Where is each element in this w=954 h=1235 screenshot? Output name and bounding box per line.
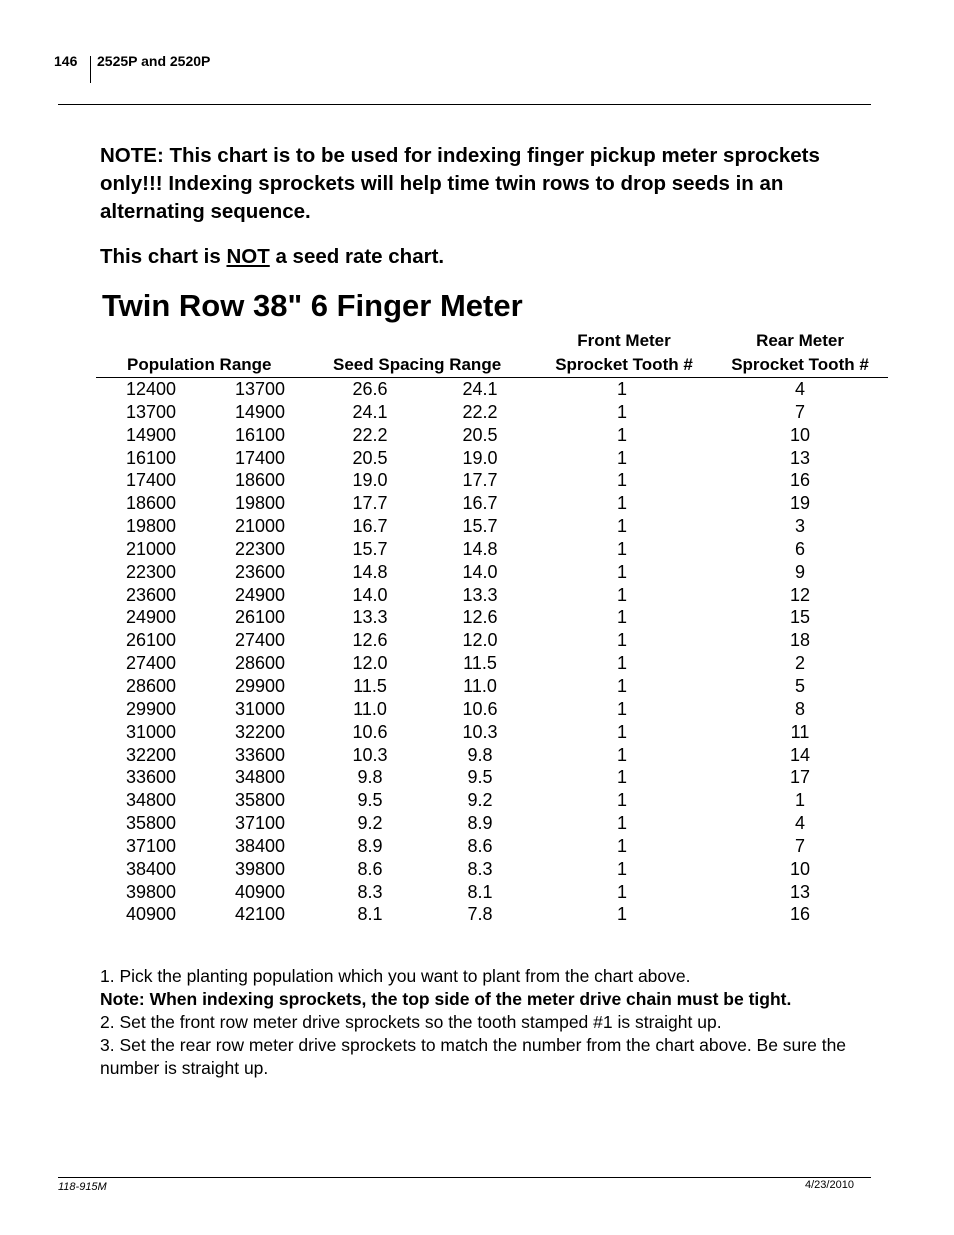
population-max-cell: 21000 <box>235 516 286 537</box>
header-seed-spacing-range: Seed Spacing Range <box>333 355 502 374</box>
header-separator <box>90 56 91 83</box>
population-min-cell: 14900 <box>126 424 177 445</box>
table-row <box>0 515 954 538</box>
population-max-cell: 18600 <box>235 470 286 491</box>
front-sprocket-tooth-cell: 1 <box>616 767 627 788</box>
population-min-cell: 40900 <box>126 904 177 925</box>
header-front-meter: Front Meter <box>577 331 671 350</box>
rear-sprocket-tooth-cell: 13 <box>789 447 811 468</box>
rear-sprocket-tooth-cell: 10 <box>789 424 811 445</box>
seed-spacing-max-cell: 17.7 <box>352 493 388 514</box>
rear-sprocket-tooth-cell: 1 <box>794 790 805 811</box>
population-min-cell: 32200 <box>126 744 177 765</box>
population-max-cell: 28600 <box>235 653 286 674</box>
population-max-cell: 22300 <box>235 538 286 559</box>
table-row <box>0 652 954 675</box>
seed-spacing-min-cell: 9.2 <box>467 790 493 811</box>
population-max-cell: 33600 <box>235 744 286 765</box>
front-sprocket-tooth-cell: 1 <box>616 538 627 559</box>
population-min-cell: 27400 <box>126 653 177 674</box>
population-min-cell: 39800 <box>126 881 177 902</box>
front-sprocket-tooth-cell: 1 <box>616 424 627 445</box>
rear-sprocket-tooth-cell: 7 <box>794 835 805 856</box>
seed-spacing-max-cell: 11.0 <box>353 698 387 719</box>
rear-sprocket-tooth-cell: 18 <box>789 630 811 651</box>
seed-spacing-max-cell: 12.6 <box>352 630 388 651</box>
population-min-cell: 17400 <box>126 470 177 491</box>
front-sprocket-tooth-cell: 1 <box>616 813 627 834</box>
table-row <box>0 881 954 904</box>
seed-spacing-max-cell: 8.9 <box>357 835 383 856</box>
instruction-note: Note: When indexing sprockets, the top side of the meter drive chain must be tight. <box>100 989 792 1009</box>
front-sprocket-tooth-cell: 1 <box>616 653 627 674</box>
population-min-cell: 33600 <box>126 767 177 788</box>
seed-spacing-min-cell: 11.5 <box>463 653 497 674</box>
population-max-cell: 16100 <box>235 424 286 445</box>
seed-spacing-max-cell: 14.0 <box>352 584 388 605</box>
footer-doc-number: 118-915M <box>58 1181 107 1193</box>
table-body <box>0 378 954 926</box>
table-row <box>0 584 954 607</box>
front-sprocket-tooth-cell: 1 <box>616 881 627 902</box>
population-max-cell: 40900 <box>235 881 286 902</box>
note-text: NOTE: This chart is to be used for indexing finger pickup meter sprockets only!!! Indexing sprockets will help time twin rows to drop seeds in an alternating sequence. <box>100 144 820 223</box>
front-sprocket-tooth-cell: 1 <box>616 493 627 514</box>
table-row <box>0 401 954 424</box>
population-min-cell: 19800 <box>126 516 177 537</box>
seed-spacing-max-cell: 11.5 <box>353 675 387 696</box>
front-sprocket-tooth-cell: 1 <box>616 790 627 811</box>
population-min-cell: 35800 <box>126 813 177 834</box>
rear-sprocket-tooth-cell: 9 <box>794 561 805 582</box>
table-row <box>0 789 954 812</box>
front-sprocket-tooth-cell: 1 <box>616 835 627 856</box>
table-row <box>0 812 954 835</box>
table-row <box>0 424 954 447</box>
not-rate-notice <box>100 243 444 271</box>
rear-sprocket-tooth-cell: 12 <box>789 584 811 605</box>
not-rate-emphasis: NOT <box>226 245 270 268</box>
table-row <box>0 858 954 881</box>
seed-spacing-max-cell: 14.8 <box>352 561 388 582</box>
seed-spacing-min-cell: 8.6 <box>467 835 493 856</box>
population-max-cell: 39800 <box>235 858 286 879</box>
table-row <box>0 903 954 926</box>
seed-spacing-max-cell: 9.5 <box>357 790 383 811</box>
seed-spacing-min-cell: 9.5 <box>467 767 493 788</box>
table-row <box>0 766 954 789</box>
rear-sprocket-tooth-cell: 17 <box>789 767 811 788</box>
seed-spacing-max-cell: 15.7 <box>352 538 388 559</box>
seed-spacing-min-cell: 16.7 <box>462 493 498 514</box>
seed-spacing-min-cell: 19.0 <box>462 447 498 468</box>
rear-sprocket-tooth-cell: 3 <box>794 516 805 537</box>
instruction-step-2: 2. Set the front row meter drive sprockets so the tooth stamped #1 is straight up. <box>100 1012 722 1032</box>
seed-spacing-max-cell: 26.6 <box>352 379 388 399</box>
seed-spacing-max-cell: 9.2 <box>357 813 383 834</box>
rear-sprocket-tooth-cell: 16 <box>789 470 811 491</box>
rear-sprocket-tooth-cell: 5 <box>794 675 805 696</box>
rear-sprocket-tooth-cell: 2 <box>794 653 805 674</box>
population-min-cell: 26100 <box>126 630 177 651</box>
population-max-cell: 29900 <box>235 675 286 696</box>
seed-spacing-min-cell: 8.3 <box>467 858 493 879</box>
seed-spacing-min-cell: 12.6 <box>462 607 498 628</box>
rear-sprocket-tooth-cell: 4 <box>794 813 805 834</box>
seed-spacing-min-cell: 11.0 <box>463 675 497 696</box>
footer-rule <box>58 1177 871 1178</box>
instruction-step-1: 1. Pick the planting population which you want to plant from the chart above. <box>100 966 691 986</box>
rear-sprocket-tooth-cell: 8 <box>794 698 805 719</box>
rear-sprocket-tooth-cell: 7 <box>794 401 805 422</box>
header-rule <box>58 104 871 105</box>
rear-sprocket-tooth-cell: 19 <box>789 493 811 514</box>
population-min-cell: 38400 <box>126 858 177 879</box>
population-min-cell: 22300 <box>126 561 177 582</box>
population-max-cell: 37100 <box>235 813 286 834</box>
population-min-cell: 21000 <box>126 538 177 559</box>
front-sprocket-tooth-cell: 1 <box>616 516 627 537</box>
seed-spacing-min-cell: 8.9 <box>467 813 493 834</box>
not-rate-prefix: This chart is <box>100 245 227 268</box>
population-min-cell: 13700 <box>126 401 177 422</box>
seed-spacing-max-cell: 12.0 <box>352 653 388 674</box>
population-min-cell: 24900 <box>126 607 177 628</box>
header-front-sprocket-tooth: Sprocket Tooth # <box>555 355 693 374</box>
header-population-range: Population Range <box>127 355 272 374</box>
seed-spacing-max-cell: 10.6 <box>352 721 388 742</box>
seed-spacing-max-cell: 8.6 <box>357 858 383 879</box>
front-sprocket-tooth-cell: 1 <box>616 675 627 696</box>
population-max-cell: 26100 <box>235 607 286 628</box>
seed-spacing-max-cell: 8.1 <box>357 904 383 925</box>
table-row <box>0 538 954 561</box>
population-max-cell: 32200 <box>235 721 286 742</box>
population-max-cell: 19800 <box>235 493 286 514</box>
front-sprocket-tooth-cell: 1 <box>616 401 627 422</box>
table-row <box>0 744 954 767</box>
instructions <box>100 965 860 1080</box>
table-row <box>0 378 954 401</box>
seed-spacing-min-cell: 8.1 <box>467 881 493 902</box>
page-number: 146 <box>54 53 78 69</box>
seed-spacing-min-cell: 17.7 <box>462 470 498 491</box>
population-max-cell: 35800 <box>235 790 286 811</box>
front-sprocket-tooth-cell: 1 <box>616 744 627 765</box>
front-sprocket-tooth-cell: 1 <box>616 607 627 628</box>
population-min-cell: 18600 <box>126 493 177 514</box>
rear-sprocket-tooth-cell: 16 <box>789 904 811 925</box>
population-min-cell: 37100 <box>126 835 177 856</box>
seed-spacing-min-cell: 10.6 <box>462 698 498 719</box>
header-rear-sprocket-tooth: Sprocket Tooth # <box>731 355 869 374</box>
rear-sprocket-tooth-cell: 13 <box>789 881 811 902</box>
rear-sprocket-tooth-cell: 11 <box>790 721 810 742</box>
table-row <box>0 447 954 470</box>
table-row <box>0 675 954 698</box>
population-max-cell: 23600 <box>235 561 286 582</box>
seed-spacing-min-cell: 10.3 <box>462 721 498 742</box>
seed-spacing-max-cell: 16.7 <box>352 516 388 537</box>
seed-spacing-max-cell: 20.5 <box>352 447 388 468</box>
table-row <box>0 835 954 858</box>
seed-spacing-max-cell: 19.0 <box>352 470 388 491</box>
population-min-cell: 34800 <box>126 790 177 811</box>
front-sprocket-tooth-cell: 1 <box>616 470 627 491</box>
rear-sprocket-tooth-cell: 4 <box>794 379 805 399</box>
seed-spacing-min-cell: 14.8 <box>462 538 498 559</box>
front-sprocket-tooth-cell: 1 <box>616 584 627 605</box>
population-max-cell: 38400 <box>235 835 286 856</box>
seed-spacing-min-cell: 7.8 <box>467 904 493 925</box>
seed-spacing-max-cell: 13.3 <box>352 607 388 628</box>
rear-sprocket-tooth-cell: 6 <box>794 538 805 559</box>
seed-spacing-max-cell: 10.3 <box>352 744 388 765</box>
population-min-cell: 23600 <box>126 584 177 605</box>
population-max-cell: 24900 <box>235 584 286 605</box>
instruction-step-3: 3. Set the rear row meter drive sprockets to match the number from the chart above. Be sure the number is straight up. <box>100 1035 847 1078</box>
population-max-cell: 42100 <box>235 904 286 925</box>
front-sprocket-tooth-cell: 1 <box>616 904 627 925</box>
front-sprocket-tooth-cell: 1 <box>616 858 627 879</box>
front-sprocket-tooth-cell: 1 <box>616 721 627 742</box>
table-row <box>0 561 954 584</box>
seed-spacing-max-cell: 8.3 <box>357 881 383 902</box>
table-title: Twin Row 38" 6 Finger Meter <box>102 288 523 323</box>
population-min-cell: 28600 <box>126 675 177 696</box>
population-min-cell: 16100 <box>126 447 177 468</box>
seed-spacing-min-cell: 20.5 <box>462 424 498 445</box>
header-model: 2525P and 2520P <box>97 53 211 69</box>
seed-spacing-min-cell: 14.0 <box>462 561 498 582</box>
table-row <box>0 721 954 744</box>
seed-spacing-min-cell: 9.8 <box>467 744 493 765</box>
population-max-cell: 14900 <box>235 401 286 422</box>
population-max-cell: 17400 <box>235 447 286 468</box>
rear-sprocket-tooth-cell: 10 <box>789 858 811 879</box>
table-row <box>0 629 954 652</box>
table-row <box>0 698 954 721</box>
seed-spacing-min-cell: 15.7 <box>462 516 498 537</box>
seed-spacing-max-cell: 9.8 <box>357 767 383 788</box>
seed-spacing-min-cell: 12.0 <box>462 630 498 651</box>
seed-spacing-min-cell: 24.1 <box>462 379 498 399</box>
seed-spacing-min-cell: 13.3 <box>462 584 498 605</box>
table-row <box>0 469 954 492</box>
seed-spacing-max-cell: 22.2 <box>352 424 388 445</box>
population-min-cell: 29900 <box>126 698 177 719</box>
front-sprocket-tooth-cell: 1 <box>616 447 627 468</box>
population-max-cell: 34800 <box>235 767 286 788</box>
rear-sprocket-tooth-cell: 15 <box>789 607 811 628</box>
population-min-cell: 31000 <box>126 721 177 742</box>
table-row <box>0 492 954 515</box>
seed-spacing-max-cell: 24.1 <box>352 401 388 422</box>
front-sprocket-tooth-cell: 1 <box>616 561 627 582</box>
rear-sprocket-tooth-cell: 14 <box>789 744 811 765</box>
population-max-cell: 13700 <box>235 379 286 399</box>
front-sprocket-tooth-cell: 1 <box>616 698 627 719</box>
header-rear-meter: Rear Meter <box>756 331 844 350</box>
table-row <box>0 606 954 629</box>
front-sprocket-tooth-cell: 1 <box>616 379 627 399</box>
population-min-cell: 12400 <box>126 379 177 399</box>
footer-date: 4/23/2010 <box>805 1179 854 1191</box>
not-rate-suffix: a seed rate chart. <box>269 245 445 268</box>
front-sprocket-tooth-cell: 1 <box>616 630 627 651</box>
population-max-cell: 27400 <box>235 630 286 651</box>
population-max-cell: 31000 <box>235 698 286 719</box>
seed-spacing-min-cell: 22.2 <box>462 401 498 422</box>
